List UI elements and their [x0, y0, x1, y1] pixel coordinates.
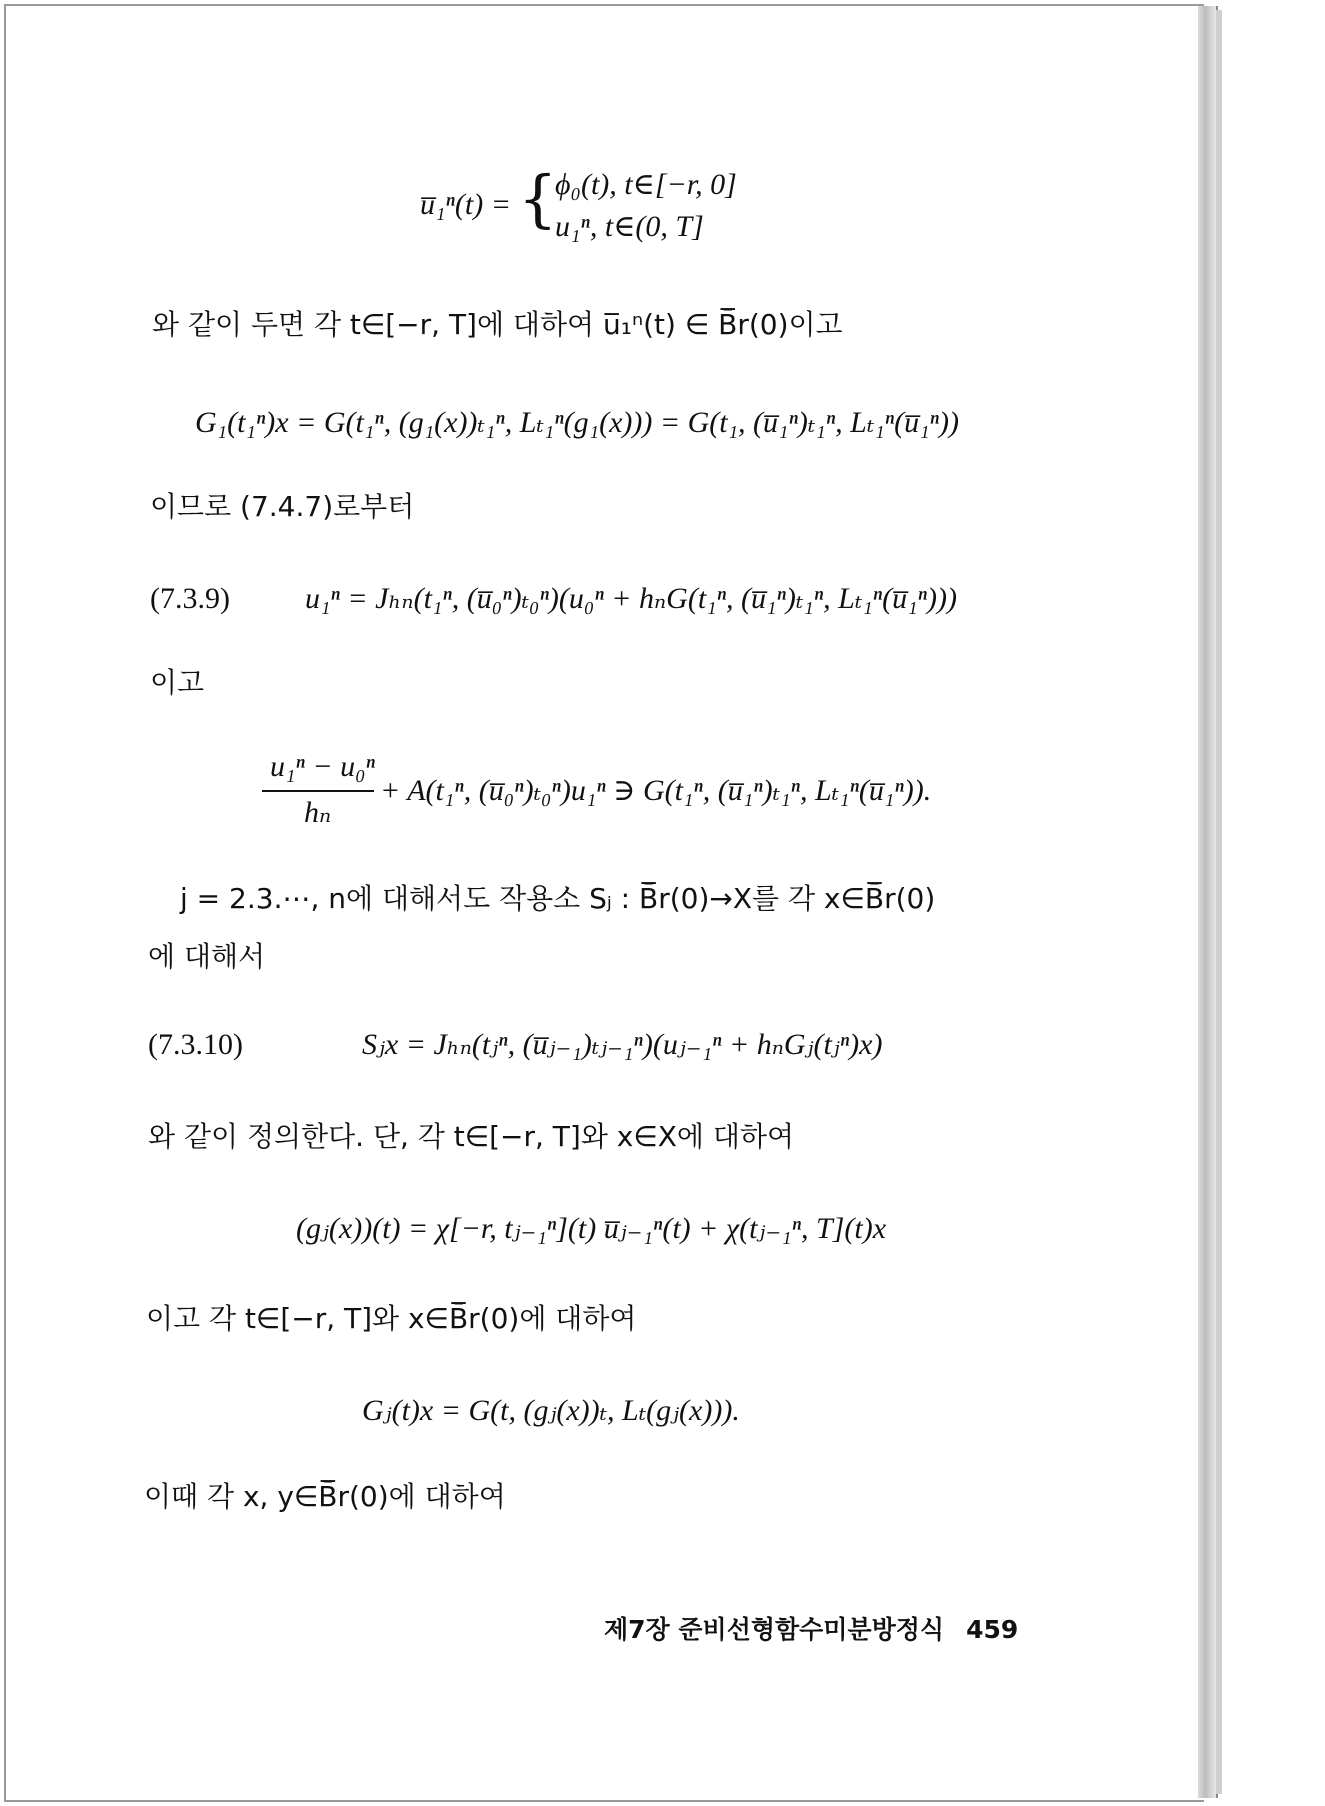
page-footer: [604, 1610, 1018, 1646]
equation-g1: G₁(t₁ⁿ)x = G(t₁ⁿ, (g₁(x))ₜ₁ⁿ, Lₜ₁ⁿ(g₁(x))) = G(t₁, (u̅₁ⁿ)ₜ₁ⁿ, Lₜ₁ⁿ(u̅₁ⁿ)): [195, 406, 959, 439]
text-line-4: j = 2.3.⋯, n에 대해서도 작용소 Sⱼ : B̅̄r(0)→X를 각 x∈B̅̄r(0): [180, 882, 936, 915]
page-edge-shadow: [1216, 10, 1222, 1794]
equation-def-case1: ϕ₀(t), t∈[−r, 0]: [555, 168, 737, 201]
text-line-7: 이고 각 t∈[−r, T]와 x∈B̅̄r(0)에 대하여: [146, 1302, 637, 1335]
fraction-bar: [262, 790, 374, 792]
equation-gj: (gⱼ(x))(t) = χ[−r, tⱼ₋₁ⁿ](t) u̅ⱼ₋₁ⁿ(t) + χ(tⱼ₋₁ⁿ, T](t)x: [296, 1212, 887, 1245]
text-line-6: 와 같이 정의한다. 단, 각 t∈[−r, T]와 x∈X에 대하여: [148, 1120, 795, 1153]
equation-Gj: Gⱼ(t)x = G(t, (gⱼ(x))ₜ, Lₜ(gⱼ(x))).: [362, 1394, 740, 1427]
page-number: 459: [966, 1615, 1019, 1644]
equation-def-case2: u₁ⁿ, t∈(0, T]: [555, 210, 704, 243]
fraction-equation-rest: + A(t₁ⁿ, (u̅₀ⁿ)ₜ₀ⁿ)u₁ⁿ ∋ G(t₁ⁿ, (u̅₁ⁿ)ₜ₁ⁿ, Lₜ₁ⁿ(u̅₁ⁿ)).: [380, 774, 932, 807]
chapter-title: 제7장 준비선형함수미분방정식: [604, 1615, 945, 1644]
equation-def-lhs: u̅₁ⁿ(t) =: [420, 188, 511, 221]
text-line-2: 이므로 (7.4.7)로부터: [150, 490, 415, 523]
page-edge: [1198, 6, 1218, 1798]
brace: {: [518, 162, 558, 235]
equation-number-7-3-10: (7.3.10): [148, 1028, 243, 1061]
text-line-8: 이때 각 x, y∈B̅̄r(0)에 대하여: [144, 1480, 506, 1513]
fraction-numerator: u₁ⁿ − u₀ⁿ: [270, 750, 375, 783]
text-line-3: 이고: [150, 666, 205, 699]
text-line-5: 에 대해서: [148, 940, 266, 973]
equation-number-7-3-9: (7.3.9): [150, 582, 230, 615]
equation-7-3-10: Sⱼx = Jₕₙ(tⱼⁿ, (u̅ⱼ₋₁)ₜⱼ₋₁ⁿ)(uⱼ₋₁ⁿ + hₙGⱼ(tⱼⁿ)x): [362, 1028, 883, 1061]
text-line-1: 와 같이 두면 각 t∈[−r, T]에 대하여 u̅₁ⁿ(t) ∈ B̅̄r(0)이고: [152, 308, 843, 341]
equation-7-3-9: u₁ⁿ = Jₕₙ(t₁ⁿ, (u̅₀ⁿ)ₜ₀ⁿ)(u₀ⁿ + hₙG(t₁ⁿ, (u̅₁ⁿ)ₜ₁ⁿ, Lₜ₁ⁿ(u̅₁ⁿ))): [305, 582, 957, 615]
fraction-denominator: hₙ: [304, 796, 332, 829]
